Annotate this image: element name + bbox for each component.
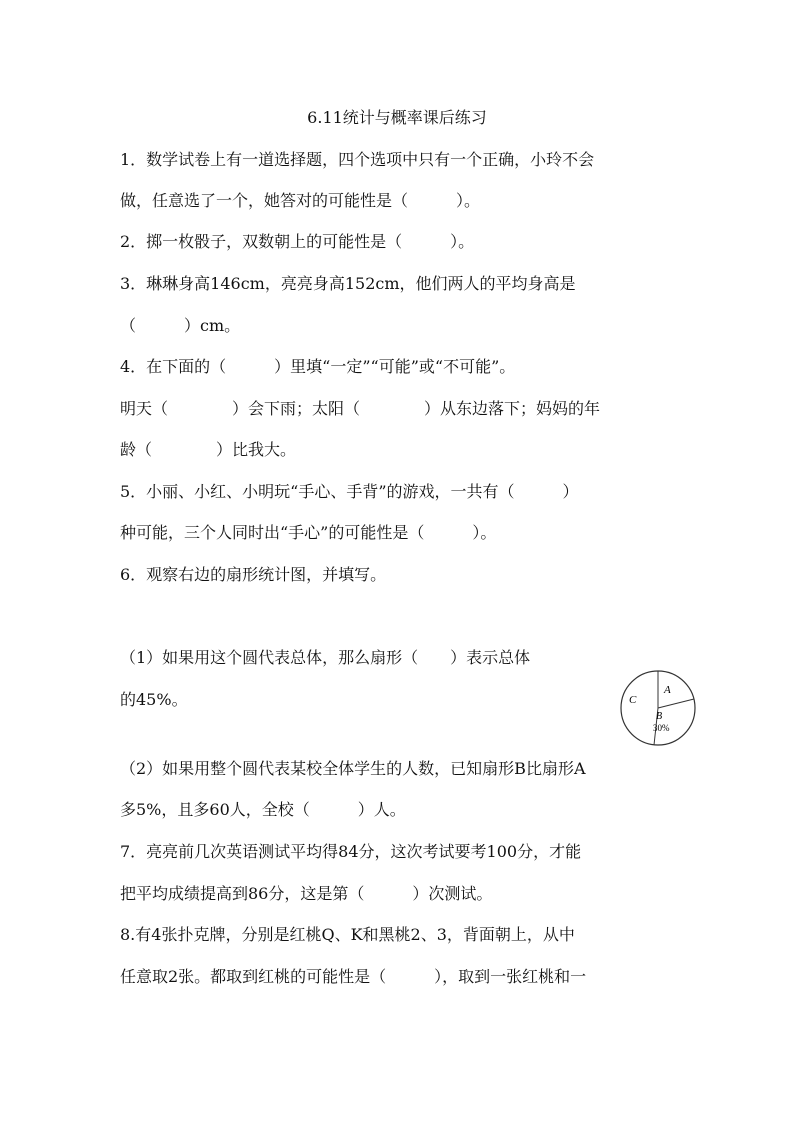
- q6-1-line1: （1）如果用这个圆代表总体，那么扇形（ ）表示总体: [120, 648, 531, 667]
- q6-line: 6．观察右边的扇形统计图，并填写。: [120, 565, 387, 584]
- q4-line3: 龄（ ）比我大。: [120, 440, 297, 459]
- page-title: 6.11统计与概率课后练习: [307, 108, 487, 127]
- sector-pie-diagram: [618, 668, 698, 748]
- q8-line1: 8.有4张扑克牌，分别是红桃Q、K和黑桃2、3，背面朝上，从中: [120, 925, 575, 944]
- q3-line1: 3．琳琳身高146cm，亮亮身高152cm，他们两人的平均身高是: [120, 274, 576, 293]
- q4-line1: 4．在下面的（ ）里填“一定”“可能”或“不可能”。: [120, 357, 516, 376]
- sector-a-label: A: [664, 684, 671, 696]
- pie-divider-right: [658, 699, 694, 708]
- q6-2-line1: （2）如果用整个圆代表某校全体学生的人数，已知扇形B比扇形A: [120, 759, 586, 778]
- q8-line2: 任意取2张。都取到红桃的可能性是（ ），取到一张红桃和一: [120, 967, 587, 986]
- q6-2-line2: 多5%，且多60人，全校（ ）人。: [120, 800, 406, 819]
- q6-1-line2: 的45%。: [120, 690, 188, 709]
- sector-c-label: C: [629, 694, 637, 706]
- q5-line1: 5．小丽、小红、小明玩“手心、手背”的游戏，一共有（ ）: [120, 482, 579, 501]
- q7-line1: 7．亮亮前几次英语测试平均得84分，这次考试要考100分，才能: [120, 842, 582, 861]
- q3-line2: （ ）cm。: [120, 316, 241, 335]
- sector-b-label: B: [656, 711, 663, 722]
- q1-line2: 做，任意选了一个，她答对的可能性是（ ）。: [120, 191, 481, 210]
- sector-b-value: 30%: [653, 723, 670, 733]
- q5-line2: 种可能，三个人同时出“手心”的可能性是（ ）。: [120, 523, 497, 542]
- q7-line2: 把平均成绩提高到86分，这是第（ ）次测试。: [120, 884, 493, 903]
- q2-line: 2．掷一枚骰子，双数朝上的可能性是（ ）。: [120, 232, 475, 251]
- q4-line2: 明天（ ）会下雨；太阳（ ）从东边落下；妈妈的年: [120, 399, 601, 418]
- q1-line1: 1．数学试卷上有一道选择题，四个选项中只有一个正确，小玲不会: [120, 150, 595, 169]
